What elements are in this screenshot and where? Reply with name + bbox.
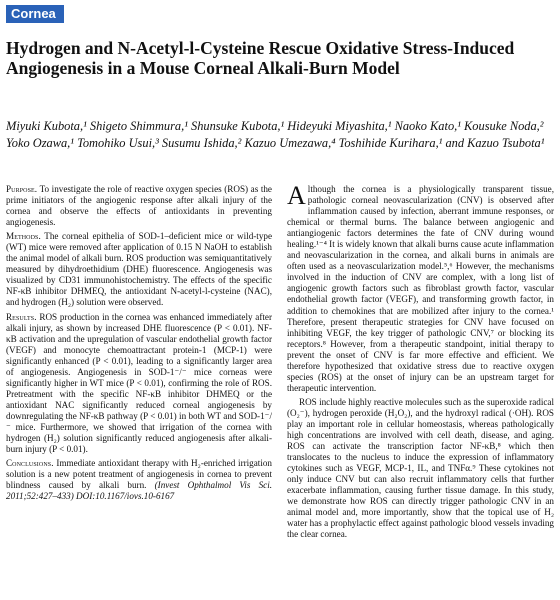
purpose-label: Purpose. <box>6 184 38 194</box>
intro-paragraph-1 <box>287 181 554 394</box>
methods-text: The corneal epithelia of SOD-1–deficient mice or wild-type (WT) mice were removed after application of 0.15 N NaOH to establish the animal model of alkali burn. ROS production was semiquantitatively measured by dihydroethidium (DHE) fluorescence. Angiogenesis was visualized by CD31 immunohistochemistry. The effects of the specific NF-κB inhibitor DHMEQ, the antioxidant N-acetyl-l-cysteine (NAC), and hydrogen (H₂) solution were observed. <box>6 231 272 308</box>
conclusions-text: Immediate antioxidant therapy with H₂-enriched irrigation solution is a new potent treatment of angiogenesis in cornea to prevent blindness caused by alkali burn. <box>6 458 272 491</box>
section-tag: Cornea <box>6 5 64 23</box>
citation: (Invest Ophthalmol Vis Sci. 2011;52:427–433) DOI:10.1167/iovs.10-6167 <box>6 480 273 502</box>
drop-cap: A <box>287 181 306 210</box>
intro-paragraph-2: ROS include highly reactive molecules such as the superoxide radical (O₂⁻), hydrogen peroxide (H₂O₂), and the hydroxyl radical (·OH). ROS play an important role in cellular homeostasis, whereas pathologically high concentrations are involved with cell death, disease, and aging. ROS can activate the transcription factor NF-κB,⁸ which then translocates to the nucleus to induce the expression of inflammatory cytokines such as VEGF, MCP-1, IL, and TNFα.⁹ These cytokines not only induce CNV but can also recruit inflammatory cells that further exacerbate inflammation, causing further tissue damage. In this study, we demonstrate how ROS can directly trigger pathologic CNV in an animal model and, more importantly, show that the topical use of H₂ water has a prophylactic effect against pathologic blood vessels invading the clear cornea. <box>287 396 554 540</box>
author-list: Miyuki Kubota,¹ Shigeto Shimmura,¹ Shunsuke Kubota,¹ Hideyuki Miyashita,¹ Naoko Kato,¹ Kousuke Noda,² Yoko Ozawa,¹ Tomohiko Usui,³ Susumu Ishida,² Kazuo Umezawa,⁴ Toshihide Kurihara,¹ and Kazuo Tsubota¹ <box>6 119 545 150</box>
methods-label: Methods. <box>6 231 41 242</box>
abstract <box>6 184 272 505</box>
article-title: Hydrogen and N-Acetyl-l-Cysteine Rescue Oxidative Stress-Induced Angiogenesis in a Mouse Corneal Alkali-Burn Model <box>6 38 515 78</box>
abstract-methods <box>6 231 272 308</box>
introduction <box>287 181 554 541</box>
purpose-text: To investigate the role of reactive oxygen species (ROS) as the prime initiators of the angiogenic response after alkali injury of the cornea and observe the effects of antioxidants in preventing angiogenesis. <box>6 184 272 228</box>
results-text: ROS production in the cornea was enhanced immediately after alkali injury, as shown by increased DHE fluorescence (P < 0.01). NF-κB activation and the upregulation of vascular endothelial growth factor (VEGF) and monocyte chemoattractant protein-1 (MCP-1) were significantly enhanced (P < 0.01), leading to a significantly larger area of angiogenesis. Angiogenesis in SOD-1⁻/⁻ mice corneas were significantly higher in WT mice (P < 0.01), confirming the role of ROS. Pretreatment with the specific NF-κB inhibitor DHMEQ or the antioxidant NAC significantly reduced corneal angiogenesis by downregulating the NF-κB pathway (P < 0.01) in both WT and SOD-1⁻/⁻ mice. Furthermore, we showed that irrigation of the cornea with hydrogen (H₂) solution significantly reduced angiogenesis after alkali-burn injury (P < 0.01). <box>6 311 273 455</box>
results-label: Results. <box>6 311 37 322</box>
intro-p1-text: lthough the cornea is a physiologically transparent tissue, pathologic corneal neovascularization (CNV) is observed after inflammation caused by infection, aberrant immune responses, or chemical or thermal burns. The balance between angiogenic and antiangiogenic factors determines the fate of CNV during wound healing.¹⁻⁴ It is widely known that alkali burns cause acute inflammation and neovascularization in the cornea, and alkali burns in animals are often used as a neovascularization model.⁵,⁶ However, the mechanisms involved in the induction of CNV are complex, with a long list of angiogenic growth factors such as fibroblast growth factor, vascular endothelial growth factor (VEGF), and transforming growth factor, in addition to chemokines that are mobilized after injury to the cornea.¹ Therefore, present therapeutic strategies for CNV have focused on inhibiting VEGF, the key trigger of pathologic CNV,⁷ or blocking its receptors.⁸ However, from a therapeutic standpoint, initial therapy to prevent the onset of CNV is far more effective and efficient. We therefore hypothesized that oxidative stress due to reactive oxygen species (ROS) at the onset of injury can be an upstream target for therapeutic intervention. <box>287 184 554 393</box>
conclusions-label: Conclusions. <box>6 458 54 469</box>
abstract-results <box>6 312 272 456</box>
abstract-purpose <box>6 184 272 228</box>
abstract-conclusions <box>6 458 272 502</box>
